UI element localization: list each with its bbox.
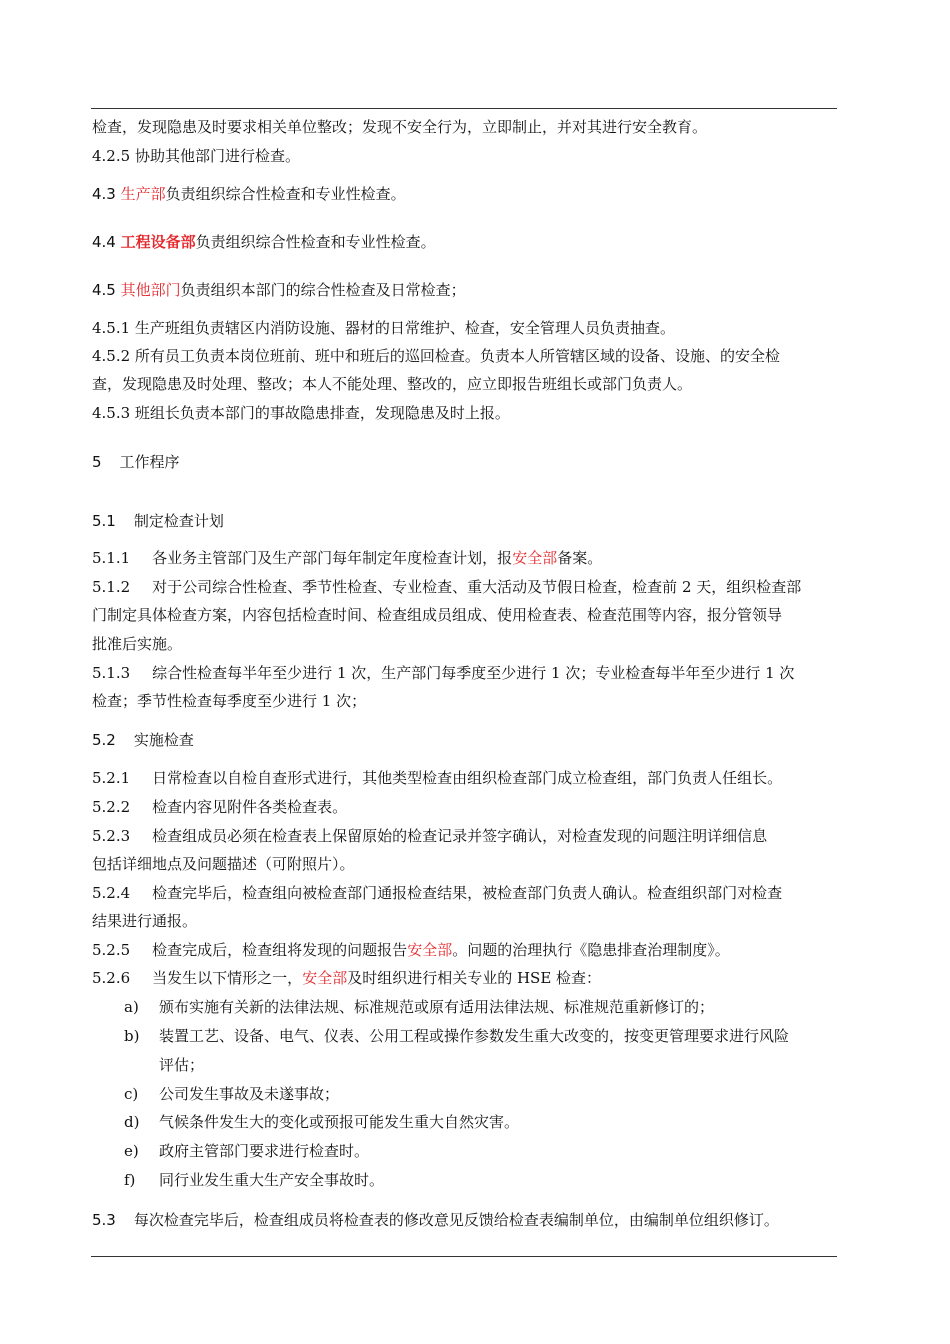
- list-marker: c): [124, 1085, 139, 1103]
- list-marker: f): [124, 1171, 136, 1189]
- clause-number: 5.1.2: [92, 578, 131, 596]
- list-item: 同行业发生重大生产安全事故时。: [159, 1171, 385, 1189]
- clause-4-5: [92, 280, 466, 300]
- clause-5-2-1: [92, 768, 782, 788]
- clause-5-2-3: [92, 826, 767, 846]
- paragraph-line: 检查，发现隐患及时要求相关单位整改；发现不安全行为，立即制止，并对其进行安全教育。: [92, 118, 708, 136]
- clause-text: 检查完成后，检查组将发现的问题报告: [152, 941, 408, 959]
- department-name: 安全部: [407, 941, 453, 959]
- section-title: 制定检查计划: [133, 512, 224, 530]
- section-heading-5-1: [92, 511, 224, 531]
- department-name: 工程设备部: [120, 233, 196, 251]
- clause-number: 5.2.4: [92, 884, 131, 902]
- clause-5-1-2-cont: 门制定具体检查方案，内容包括检查时间、检查组成员组成、使用检查表、检查范围等内容，报分管领导: [92, 606, 783, 624]
- clause-text: 检查完毕后，检查组向被检查部门通报检查结果，被检查部门负责人确认。检查组织部门对检查: [152, 884, 783, 902]
- clause-5-2-3-cont: 包括详细地点及问题描述（可附照片）。: [92, 855, 355, 873]
- clause-text-end: 及时组织进行相关专业的 HSE 检查：: [347, 969, 602, 987]
- section-title: 实施检查: [133, 731, 194, 749]
- clause-text: 每次检查完毕后，检查组成员将检查表的修改意见反馈给检查表编制单位，由编制单位组织修订。: [133, 1211, 779, 1229]
- clause-5-1-3: [92, 663, 794, 683]
- clause-5-2-4-cont: 结果进行通报。: [92, 912, 198, 930]
- clause-number: 5.3: [92, 1211, 116, 1229]
- department-name: 安全部: [512, 549, 558, 567]
- list-item: 公司发生事故及未遂事故；: [159, 1085, 340, 1103]
- header-rule: [91, 108, 837, 109]
- list-marker: b): [124, 1027, 140, 1045]
- clause-4-5-2: 4.5.2 所有员工负责本岗位班前、班中和班后的巡回检查。负责本人所管辖区域的设备、设施、的安全检: [92, 347, 780, 365]
- clause-text: 当发生以下情形之一，: [152, 969, 303, 987]
- clause-text: 综合性检查每半年至少进行 1 次，生产部门每季度至少进行 1 次；专业检查每半年至少进行 1 次: [152, 664, 795, 682]
- section-title: 工作程序: [119, 453, 180, 471]
- clause-number: 5.1.1: [92, 549, 131, 567]
- clause-number: 5.2.3: [92, 827, 131, 845]
- clause-text-end: 。问题的治理执行《隐患排查治理制度》。: [452, 941, 730, 959]
- section-number: 5: [92, 453, 102, 471]
- list-item: 装置工艺、设备、电气、仪表、公用工程或操作参数发生重大改变的，按变更管理要求进行风险: [159, 1027, 790, 1045]
- list-item: 气候条件发生大的变化或预报可能发生重大自然灾害。: [159, 1113, 520, 1131]
- clause-number: 4.5: [92, 281, 116, 299]
- clause-text: 各业务主管部门及生产部门每年制定年度检查计划，报: [152, 549, 513, 567]
- clause-number: 5.2.6: [92, 969, 131, 987]
- clause-text: 检查组成员必须在检查表上保留原始的检查记录并签字确认，对检查发现的问题注明详细信息: [152, 827, 768, 845]
- clause-4-3: [92, 184, 406, 204]
- list-item-cont: 评估；: [159, 1056, 205, 1074]
- section-heading-5-2: [92, 730, 194, 750]
- clause-text: 负责组织本部门的综合性检查及日常检查；: [180, 281, 466, 299]
- clause-5-2-5: [92, 940, 730, 960]
- list-marker: e): [124, 1142, 139, 1160]
- clause-number: 5.1.3: [92, 664, 131, 682]
- clause-5-3: [92, 1210, 779, 1230]
- clause-4-4: [92, 232, 436, 252]
- section-number: 5.1: [92, 512, 116, 530]
- clause-text: 日常检查以自检自查形式进行，其他类型检查由组织检查部门成立检查组，部门负责人任组长。: [152, 769, 783, 787]
- clause-5-1-3-cont: 检查；季节性检查每季度至少进行 1 次；: [92, 692, 367, 710]
- list-item: 政府主管部门要求进行检查时。: [159, 1142, 370, 1160]
- clause-text: 负责组织综合性检查和专业性检查。: [195, 233, 436, 251]
- clause-5-1-2-cont: 批准后实施。: [92, 635, 183, 653]
- list-item: 颁布实施有关新的法律法规、标准规范或原有适用法律法规、标准规范重新修订的；: [159, 998, 715, 1016]
- clause-number: 5.2.2: [92, 798, 131, 816]
- clause-4-5-3: 4.5.3 班组长负责本部门的事故隐患排查，发现隐患及时上报。: [92, 404, 510, 422]
- clause-text: 检查内容见附件各类检查表。: [152, 798, 348, 816]
- clause-5-2-6: [92, 968, 601, 988]
- section-number: 5.2: [92, 731, 116, 749]
- clause-text: 协助其他部门进行检查。: [134, 147, 300, 165]
- department-name: 安全部: [302, 969, 348, 987]
- clause-text: 对于公司综合性检查、季节性检查、专业检查、重大活动及节假日检查，检查前 2 天，组织检查部: [152, 578, 802, 596]
- department-name: 生产部: [120, 185, 166, 203]
- clause-5-1-1: [92, 548, 602, 568]
- list-marker: d): [124, 1113, 140, 1131]
- list-marker: a): [124, 998, 139, 1016]
- clause-number: 5.2.5: [92, 941, 131, 959]
- clause-5-2-2: [92, 797, 347, 817]
- department-name: 其他部门: [120, 281, 181, 299]
- clause-number: 5.2.1: [92, 769, 131, 787]
- clause-text-end: 备案。: [557, 549, 603, 567]
- clause-4-5-1: 4.5.1 生产班组负责辖区内消防设施、器材的日常维护、检查，安全管理人员负责抽查。: [92, 319, 675, 337]
- clause-5-2-4: [92, 883, 782, 903]
- footer-rule: [91, 1256, 837, 1257]
- clause-4-5-2-cont: 查，发现隐患及时处理、整改；本人不能处理、整改的，应立即报告班组长或部门负责人。: [92, 375, 693, 393]
- clause-5-1-2: [92, 577, 801, 597]
- section-heading-5: [92, 452, 180, 472]
- clause-number: 4.2.5: [92, 147, 131, 165]
- clause-number: 4.3: [92, 185, 116, 203]
- clause-number: 4.4: [92, 233, 116, 251]
- clause-text: 负责组织综合性检查和专业性检查。: [165, 185, 406, 203]
- clause-4-2-5: [92, 146, 300, 166]
